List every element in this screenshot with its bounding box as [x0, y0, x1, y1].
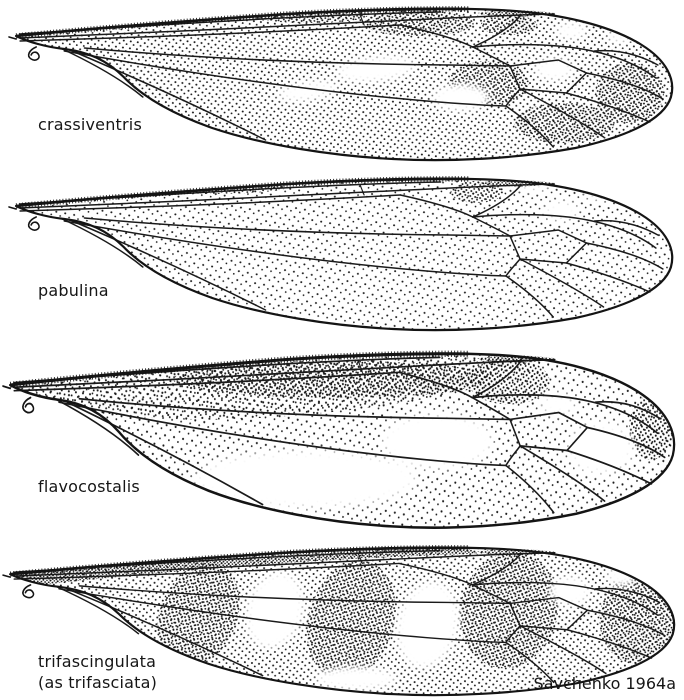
species-label-line2: (as trifasciata)	[38, 673, 158, 692]
species-label-crassiventris: crassiventris	[38, 115, 142, 134]
wing-illustration-crassiventris	[6, 3, 680, 163]
species-label-trifascingulata	[38, 651, 157, 693]
species-label-flavocostalis: flavocostalis	[38, 477, 140, 496]
species-label-line1: trifascingulata	[38, 652, 157, 671]
species-label-pabulina: pabulina	[38, 281, 109, 300]
attribution-text: Savchenko 1964a	[533, 674, 676, 693]
wing-illustration-pabulina	[6, 173, 680, 333]
wing-illustration-flavocostalis	[0, 347, 682, 531]
